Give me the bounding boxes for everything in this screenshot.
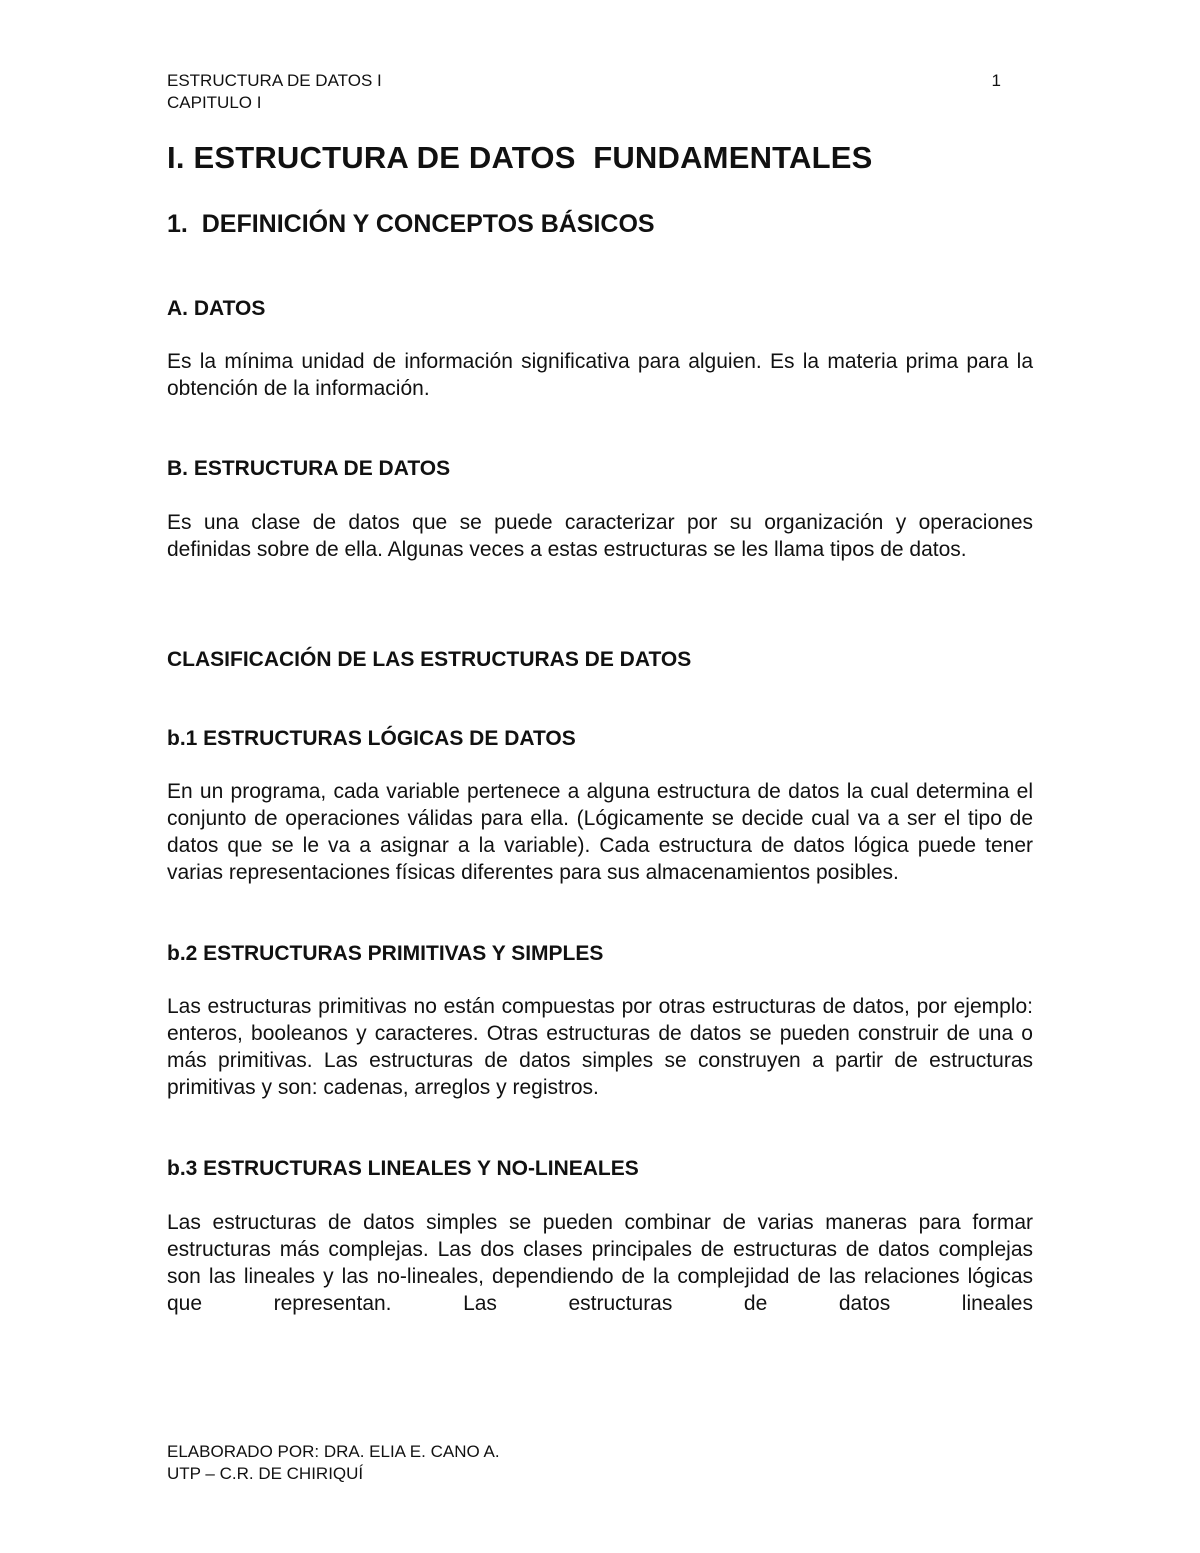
classification-heading: CLASIFICACIÓN DE LAS ESTRUCTURAS DE DATOS [167,648,692,671]
paragraph-b1: En un programa, cada variable pertenece a alguna estructura de datos la cual determina el conjunto de operaciones válidas para ella. (Lógicamente se decide cual va a ser el tipo de datos que se le va a asignar a la variable). Cada estructura de datos lógica puede tener varias representaciones físicas diferentes para sus almacenamientos posibles. [167,780,1033,884]
header-title: ESTRUCTURA DE DATOS I [167,71,382,90]
running-footer [167,1441,500,1485]
footer-institution: UTP – C.R. DE CHIRIQUÍ [167,1464,364,1483]
subsection-heading-b1: b.1 ESTRUCTURAS LÓGICAS DE DATOS [167,727,576,750]
subsection-heading-estructura: B. ESTRUCTURA DE DATOS [167,457,451,480]
paragraph-b2: Las estructuras primitivas no están compuestas por otras estructuras de datos, por ejemplo: enteros, booleanos y caracteres. Otras estructuras de datos se pueden construir de una o más primitivas. Las estructuras de datos simples se construyen a partir de estructuras primitivas y son: cadenas, arreglos y registros. [167,995,1033,1099]
running-header [167,70,1001,114]
document-body [167,140,1033,1317]
header-chapter: CAPITULO I [167,93,262,112]
subsection-heading-b3: b.3 ESTRUCTURAS LINEALES Y NO-LINEALES [167,1157,639,1180]
paragraph-b3: Las estructuras de datos simples se pueden combinar de varias maneras para formar estructuras más complejas. Las dos clases principales de estructuras de datos complejas son las lineales y las no-lineales, dependiendo de la complejidad de las relaciones lógicas que representan. Las estructuras de datos lineales [167,1211,1033,1315]
paragraph-estructura: Es una clase de datos que se puede caracterizar por su organización y operaciones definidas sobre de ella. Algunas veces a estas estructuras se les llama tipos de datos. [167,511,1033,561]
footer-author: ELABORADO POR: DRA. ELIA E. CANO A. [167,1442,500,1461]
section-heading-definicion: 1. DEFINICIÓN Y CONCEPTOS BÁSICOS [167,210,655,238]
chapter-title: I. ESTRUCTURA DE DATOS FUNDAMENTALES [167,140,873,175]
subsection-heading-datos: A. DATOS [167,297,266,320]
paragraph-datos: Es la mínima unidad de información significativa para alguien. Es la materia prima para la obtención de la información. [167,350,1033,400]
subsection-heading-b2: b.2 ESTRUCTURAS PRIMITIVAS Y SIMPLES [167,942,604,965]
page-number: 1 [991,71,1001,90]
